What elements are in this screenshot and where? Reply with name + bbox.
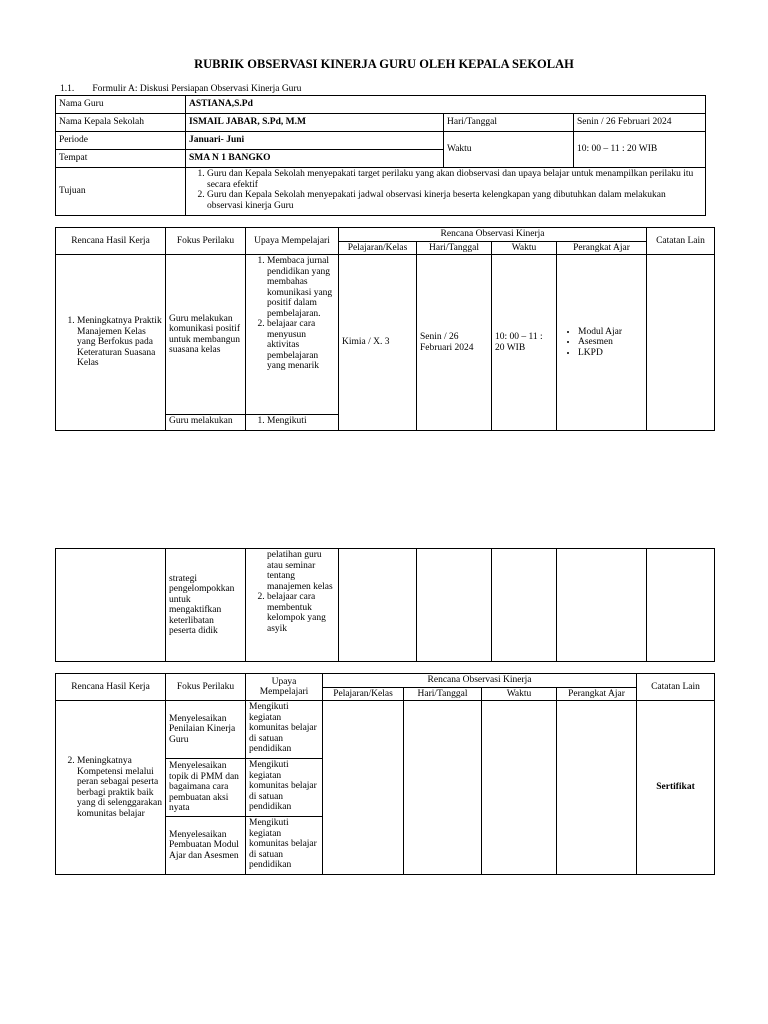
hari-cell: Senin / 26 Februari 2024 <box>417 255 492 431</box>
header-catatan: Catatan Lain <box>647 228 715 255</box>
header-rencana-hasil: Rencana Hasil Kerja <box>56 674 166 701</box>
header-fokus: Fokus Perilaku <box>166 674 246 701</box>
page-title: RUBRIK OBSERVASI KINERJA GURU OLEH KEPALA SEKOLAH <box>194 57 574 71</box>
periode-value: Januari- Juni <box>186 132 444 150</box>
kepala-label: Nama Kepala Sekolah <box>56 114 186 132</box>
tempat-value: SMA N 1 BANGKO <box>186 150 444 168</box>
hari-label: Hari/Tanggal <box>444 114 574 132</box>
rencana-hasil-cell <box>56 549 166 662</box>
fokus-cell: strategi pengelompokkan untuk mengaktifkan keterlibatan peserta didik <box>166 549 246 662</box>
observasi-table-3 <box>55 673 715 875</box>
upaya-item: 2. belajaar cara menyusun aktivitas pembelajaran yang menarik <box>267 319 335 372</box>
header-pelajaran: Pelajaran/Kelas <box>339 241 417 255</box>
hari-value: Senin / 26 Februari 2024 <box>574 114 706 132</box>
header-fokus: Fokus Perilaku <box>166 228 246 255</box>
perangkat-item: • Modul Ajar <box>578 327 643 338</box>
info-table <box>55 95 706 216</box>
header-catatan: Catatan Lain <box>637 674 715 701</box>
waktu-value: 10: 00 – 11 : 20 WIB <box>574 132 706 168</box>
rencana-hasil-cell <box>56 701 166 875</box>
fokus-cell: Menyelesaikan topik di PMM dan bagaimana cara pembuatan aksi nyata <box>166 759 246 817</box>
upaya-item: 2. belajaar cara membentuk kelompok yang asyik <box>267 592 335 634</box>
nama-guru-label: Nama Guru <box>56 96 186 114</box>
fokus-cell: Guru melakukan <box>166 415 246 431</box>
catatan-cell <box>647 255 715 431</box>
pelajaran-cell: Kimia / X. 3 <box>339 255 417 431</box>
perangkat-item: • LKPD <box>578 348 643 359</box>
pelajaran-cell <box>339 549 417 662</box>
tujuan-list <box>186 168 706 216</box>
hari-cell <box>404 701 482 875</box>
observasi-table-1 <box>55 227 715 431</box>
header-perangkat: Perangkat Ajar <box>557 241 647 255</box>
tujuan-item: 2. Guru dan Kepala Sekolah menyepakati jadwal observasi kinerja beserta kelengkapan yang dibutuhkan dalam melakukan observasi kinerja Guru <box>207 190 702 211</box>
form-subtitle <box>60 84 301 94</box>
form-label: Formulir A: Diskusi Persiapan Observasi Kinerja Guru <box>92 84 302 94</box>
catatan-cell: Sertifikat <box>637 701 715 875</box>
upaya-continued: pelatihan guru atau seminar tentang manajemen kelas <box>267 550 333 592</box>
upaya-cell: Mengikuti kegiatan komunitas belajar di satuan pendidikan <box>246 701 323 759</box>
hari-cell <box>417 549 492 662</box>
waktu-cell <box>492 549 557 662</box>
perangkat-item: • Asesmen <box>578 337 643 348</box>
waktu-cell: 10: 00 – 11 : 20 WIB <box>492 255 557 431</box>
upaya-cell: Mengikuti kegiatan komunitas belajar di satuan pendidikan <box>246 817 323 875</box>
rencana-hasil-item: 2. Meningkatnya Kompetensi melalui peran sebagai peserta berbagi praktik baik yang di selenggarakan komunitas belajar <box>77 756 162 819</box>
fokus-cell: Menyelesaikan Pembuatan Modul Ajar dan Asesmen <box>166 817 246 875</box>
pelajaran-cell <box>323 701 404 875</box>
perangkat-cell <box>557 549 647 662</box>
header-rencana-observasi: Rencana Observasi Kinerja <box>339 228 647 242</box>
catatan-cell <box>647 549 715 662</box>
upaya-cell <box>246 255 339 415</box>
header-perangkat: Perangkat Ajar <box>557 687 637 701</box>
header-pelajaran: Pelajaran/Kelas <box>323 687 404 701</box>
header-rencana-observasi: Rencana Observasi Kinerja <box>323 674 637 688</box>
fokus-cell: Guru melakukan komunikasi positif untuk membangun suasana kelas <box>166 255 246 415</box>
header-upaya: Upaya Mempelajari <box>246 674 323 701</box>
tempat-label: Tempat <box>56 150 186 168</box>
form-number: 1.1. <box>60 84 75 94</box>
header-upaya: Upaya Mempelajari <box>246 228 339 255</box>
upaya-item: 1. Mengikuti <box>267 416 335 427</box>
header-hari: Hari/Tanggal <box>417 241 492 255</box>
header-rencana-hasil: Rencana Hasil Kerja <box>56 228 166 255</box>
header-hari: Hari/Tanggal <box>404 687 482 701</box>
kepala-value: ISMAIL JABAR, S.Pd, M.M <box>186 114 444 132</box>
header-waktu: Waktu <box>482 687 557 701</box>
waktu-cell <box>482 701 557 875</box>
tujuan-item: 1. Guru dan Kepala Sekolah menyepakati target perilaku yang akan diobservasi dan upaya belajar untuk menampilkan perilaku itu secara efektif <box>207 169 702 190</box>
upaya-item: 1. Membaca jurnal pendidikan yang membahas komunikasi yang positif dalam pembelajaran. <box>267 256 335 319</box>
upaya-cell: Mengikuti kegiatan komunitas belajar di satuan pendidikan <box>246 759 323 817</box>
rencana-hasil-item: 1. Meningkatnya Praktik Manajemen Kelas yang Berfokus pada Keteraturan Suasana Kelas <box>77 316 162 369</box>
perangkat-cell <box>557 701 637 875</box>
rencana-hasil-cell <box>56 255 166 431</box>
fokus-cell: Menyelesaikan Penilaian Kinerja Guru <box>166 701 246 759</box>
observasi-table-2 <box>55 548 715 662</box>
waktu-label: Waktu <box>444 132 574 168</box>
header-waktu: Waktu <box>492 241 557 255</box>
upaya-cell <box>246 549 339 662</box>
tujuan-label: Tujuan <box>56 168 186 216</box>
upaya-cell <box>246 415 339 431</box>
periode-label: Periode <box>56 132 186 150</box>
perangkat-cell <box>557 255 647 431</box>
nama-guru-value: ASTIANA,S.Pd <box>186 96 706 114</box>
